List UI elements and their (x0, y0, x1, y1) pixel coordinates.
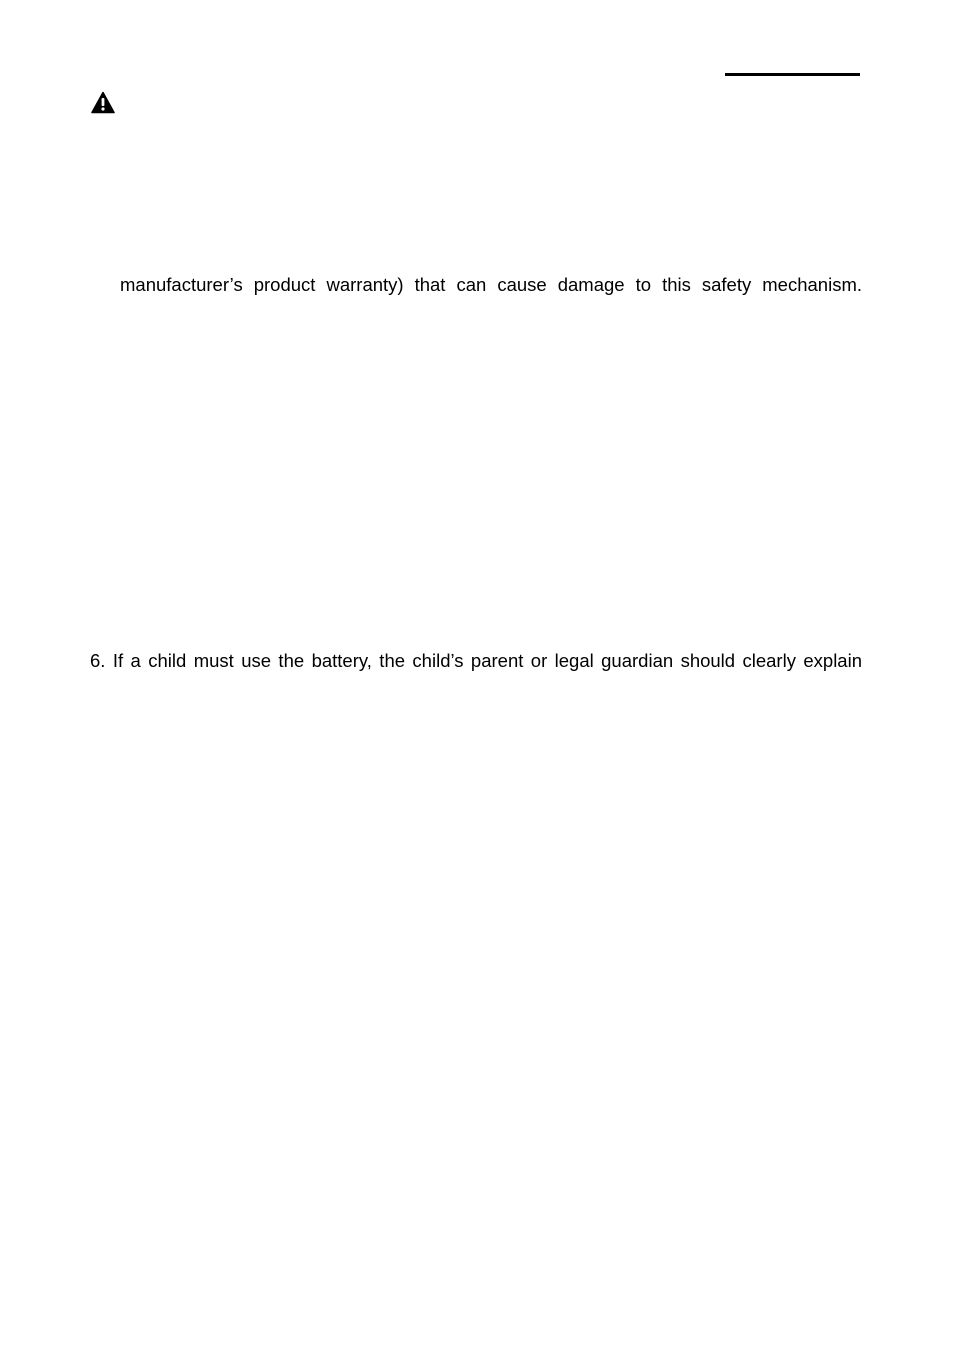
warning-triangle-icon (91, 91, 115, 114)
header-rule (725, 73, 860, 76)
instruction-item-6-line: 6. If a child must use the battery, the child’s parent or legal guardian should clearly explain (90, 650, 862, 671)
warranty-text-line: manufacturer’s product warranty) that can cause damage to this safety mechanism. (120, 274, 862, 295)
